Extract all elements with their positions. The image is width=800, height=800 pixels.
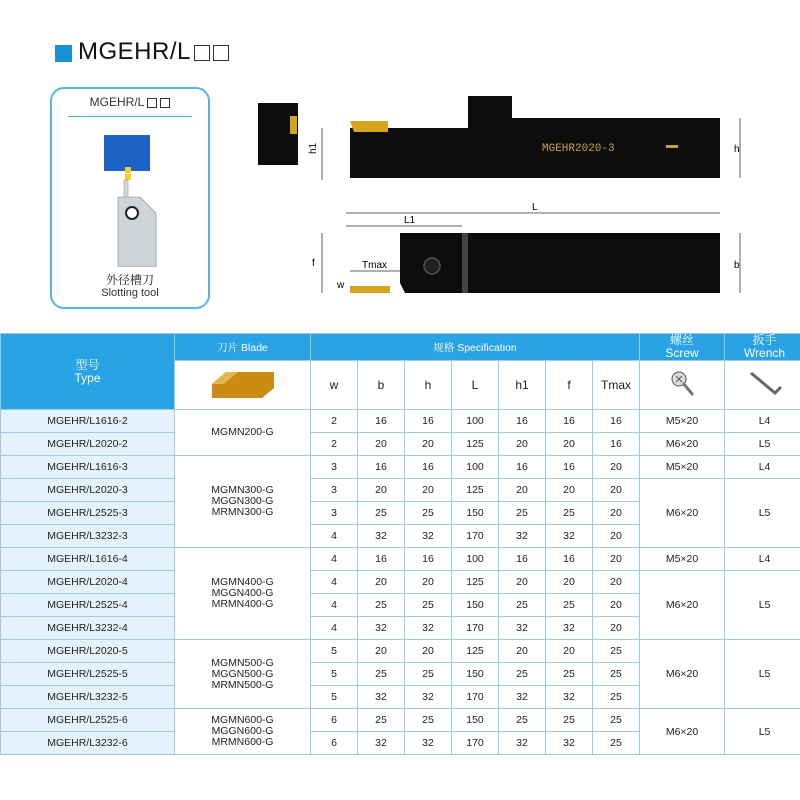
side-view-insert bbox=[350, 121, 388, 132]
spec-cell-h1: 16 bbox=[499, 548, 546, 571]
dim-w: w bbox=[337, 280, 345, 291]
blade-code: MGMN500-G bbox=[211, 656, 274, 669]
spec-cell-h1: 25 bbox=[499, 594, 546, 617]
workpiece-shape bbox=[104, 135, 150, 171]
blade-code: MGGN400-G bbox=[211, 587, 274, 599]
dim-L: L bbox=[532, 202, 538, 213]
type-cell: MGEHR/L3232-4 bbox=[1, 617, 175, 640]
table-row bbox=[1, 548, 800, 571]
col-header-L: L bbox=[452, 361, 499, 410]
spec-cell-h1: 32 bbox=[499, 617, 546, 640]
dim-Tmax: Tmax bbox=[362, 260, 387, 271]
blade-code: MGGN500-G bbox=[211, 667, 274, 680]
spec-cell-l: 170 bbox=[452, 525, 499, 548]
spec-cell-h: 20 bbox=[405, 640, 452, 663]
spec-cell-l: 150 bbox=[452, 709, 499, 732]
type-cell: MGEHR/L1616-4 bbox=[1, 548, 175, 571]
table-row bbox=[1, 410, 800, 433]
spec-cell-h1: 32 bbox=[499, 732, 546, 755]
spec-cell-h: 25 bbox=[405, 594, 452, 617]
spec-cell-h: 20 bbox=[405, 571, 452, 594]
spec-cell-w: 4 bbox=[311, 571, 358, 594]
blade-code: MRMN500-G bbox=[211, 678, 274, 691]
spec-cell-b: 25 bbox=[358, 663, 405, 686]
spec-cell-h: 25 bbox=[405, 709, 452, 732]
dim-L1: L1 bbox=[404, 215, 416, 226]
spec-cell-b: 16 bbox=[358, 456, 405, 479]
spec-cell-w: 3 bbox=[311, 456, 358, 479]
col-header-h: h bbox=[405, 361, 452, 410]
spec-cell-h1: 16 bbox=[499, 456, 546, 479]
type-cell: MGEHR/L2020-4 bbox=[1, 571, 175, 594]
col-header-h1: h1 bbox=[499, 361, 546, 410]
spec-cell-h1: 16 bbox=[499, 410, 546, 433]
spec-cell-b: 32 bbox=[358, 732, 405, 755]
spec-cell-f: 32 bbox=[546, 732, 593, 755]
type-cell: MGEHR/L2525-3 bbox=[1, 502, 175, 525]
slotting-diagram bbox=[68, 117, 192, 267]
blade-code: MGGN600-G bbox=[211, 725, 274, 737]
type-cell: MGEHR/L2020-2 bbox=[1, 433, 175, 456]
wrench-cell: L4 bbox=[725, 456, 800, 479]
spec-cell-l: 170 bbox=[452, 732, 499, 755]
type-cell: MGEHR/L3232-6 bbox=[1, 732, 175, 755]
spec-cell-l: 150 bbox=[452, 663, 499, 686]
blade-cell bbox=[175, 548, 311, 640]
spec-cell-b: 20 bbox=[358, 433, 405, 456]
blade-code: MGMN600-G bbox=[211, 714, 274, 726]
spec-cell-h1: 32 bbox=[499, 525, 546, 548]
spec-cell-h: 25 bbox=[405, 663, 452, 686]
insert-tip-shape bbox=[125, 167, 131, 173]
spec-cell-h1: 25 bbox=[499, 502, 546, 525]
spec-cell-h1: 20 bbox=[499, 571, 546, 594]
table-row bbox=[1, 571, 800, 594]
spec-cell-tmax: 25 bbox=[593, 663, 640, 686]
table-row bbox=[1, 709, 800, 732]
side-view-holder bbox=[350, 96, 720, 178]
spec-cell-tmax: 25 bbox=[593, 686, 640, 709]
dim-h: h bbox=[734, 144, 740, 155]
spec-cell-b: 16 bbox=[358, 548, 405, 571]
clamp-screw-shape bbox=[126, 207, 138, 219]
type-cell: MGEHR/L1616-2 bbox=[1, 410, 175, 433]
blade-code: MGMN300-G bbox=[211, 484, 274, 496]
spec-cell-w: 4 bbox=[311, 548, 358, 571]
spec-cell-w: 3 bbox=[311, 479, 358, 502]
spec-cell-b: 32 bbox=[358, 686, 405, 709]
spec-cell-l: 100 bbox=[452, 548, 499, 571]
header-specification: 规格 Specification bbox=[311, 334, 640, 361]
type-cell: MGEHR/L3232-3 bbox=[1, 525, 175, 548]
spec-cell-b: 25 bbox=[358, 709, 405, 732]
wrench-cell: L5 bbox=[725, 571, 800, 640]
blade-cell bbox=[175, 410, 311, 456]
type-cell: MGEHR/L2525-6 bbox=[1, 709, 175, 732]
spec-cell-b: 25 bbox=[358, 502, 405, 525]
spec-cell-l: 100 bbox=[452, 410, 499, 433]
title-placeholder-box bbox=[213, 45, 229, 61]
wrench-icon bbox=[725, 361, 800, 410]
dim-f: f bbox=[312, 258, 315, 269]
spec-cell-f: 32 bbox=[546, 686, 593, 709]
caption-cn: 外径槽刀 bbox=[105, 273, 154, 287]
screw-cell: M5×20 bbox=[640, 410, 725, 433]
spec-cell-tmax: 20 bbox=[593, 571, 640, 594]
card-caption bbox=[52, 274, 208, 300]
spec-cell-b: 16 bbox=[358, 410, 405, 433]
col-header-b: b bbox=[358, 361, 405, 410]
spec-cell-w: 2 bbox=[311, 410, 358, 433]
col-header-Tmax: Tmax bbox=[593, 361, 640, 410]
spec-cell-h: 16 bbox=[405, 410, 452, 433]
blade-code: MRMN400-G bbox=[211, 598, 274, 610]
blade-cell bbox=[175, 709, 311, 755]
blade-code: MRMN600-G bbox=[211, 736, 274, 748]
spec-cell-f: 20 bbox=[546, 479, 593, 502]
table-row bbox=[1, 640, 800, 663]
dim-h1: h1 bbox=[308, 142, 319, 154]
spec-cell-tmax: 16 bbox=[593, 410, 640, 433]
top-view-insert bbox=[350, 286, 390, 293]
spec-cell-f: 32 bbox=[546, 525, 593, 548]
spec-cell-tmax: 20 bbox=[593, 617, 640, 640]
screw-cell: M6×20 bbox=[640, 571, 725, 640]
spec-cell-b: 20 bbox=[358, 479, 405, 502]
spec-cell-l: 100 bbox=[452, 456, 499, 479]
spec-cell-w: 4 bbox=[311, 594, 358, 617]
caption-en: Slotting tool bbox=[101, 287, 159, 299]
spec-cell-w: 5 bbox=[311, 686, 358, 709]
spec-cell-b: 20 bbox=[358, 640, 405, 663]
type-cell: MGEHR/L2525-4 bbox=[1, 594, 175, 617]
spec-cell-tmax: 20 bbox=[593, 525, 640, 548]
type-cell: MGEHR/L2020-5 bbox=[1, 640, 175, 663]
spec-cell-b: 32 bbox=[358, 617, 405, 640]
col-header-w: w bbox=[311, 361, 358, 410]
title-placeholder-box bbox=[194, 45, 210, 61]
spec-cell-l: 170 bbox=[452, 617, 499, 640]
type-cell: MGEHR/L2525-5 bbox=[1, 663, 175, 686]
header-screw: 螺丝 Screw bbox=[640, 334, 725, 361]
slotting-tool-card bbox=[50, 87, 210, 309]
wrench-cell: L4 bbox=[725, 548, 800, 571]
spec-cell-f: 25 bbox=[546, 709, 593, 732]
spec-cell-w: 6 bbox=[311, 709, 358, 732]
spec-cell-w: 3 bbox=[311, 502, 358, 525]
wrench-cell: L5 bbox=[725, 709, 800, 755]
spec-cell-w: 2 bbox=[311, 433, 358, 456]
blade-cell bbox=[175, 456, 311, 548]
spec-cell-f: 32 bbox=[546, 617, 593, 640]
spec-cell-l: 125 bbox=[452, 571, 499, 594]
top-view-holder bbox=[400, 233, 720, 293]
page-title: MGEHR/L bbox=[78, 38, 229, 66]
screw-cell: M6×20 bbox=[640, 479, 725, 548]
spec-cell-h: 20 bbox=[405, 479, 452, 502]
spec-cell-tmax: 20 bbox=[593, 594, 640, 617]
screw-cell: M5×20 bbox=[640, 548, 725, 571]
spec-cell-f: 20 bbox=[546, 640, 593, 663]
spec-cell-f: 20 bbox=[546, 433, 593, 456]
type-cell: MGEHR/L2020-3 bbox=[1, 479, 175, 502]
spec-cell-tmax: 25 bbox=[593, 732, 640, 755]
spec-cell-tmax: 25 bbox=[593, 709, 640, 732]
screw-icon bbox=[640, 361, 725, 410]
spec-cell-h: 32 bbox=[405, 686, 452, 709]
blade-code: MRMN300-G bbox=[211, 506, 274, 518]
blade-code: MGGN300-G bbox=[211, 495, 274, 507]
spec-cell-h1: 20 bbox=[499, 640, 546, 663]
spec-cell-tmax: 20 bbox=[593, 502, 640, 525]
spec-cell-tmax: 25 bbox=[593, 640, 640, 663]
spec-cell-h: 32 bbox=[405, 525, 452, 548]
spec-cell-h: 16 bbox=[405, 456, 452, 479]
header-blade: 刀片 Blade bbox=[175, 334, 311, 361]
spec-cell-l: 150 bbox=[452, 594, 499, 617]
spec-cell-h1: 20 bbox=[499, 433, 546, 456]
blade-icon bbox=[175, 361, 311, 410]
blade-cell bbox=[175, 640, 311, 709]
spec-cell-l: 125 bbox=[452, 479, 499, 502]
wrench-cell: L5 bbox=[725, 433, 800, 456]
spec-cell-h: 16 bbox=[405, 548, 452, 571]
spec-cell-b: 25 bbox=[358, 594, 405, 617]
blade-code: MGMN200-G bbox=[211, 426, 274, 438]
table-row bbox=[1, 433, 800, 456]
tool-drawings bbox=[250, 88, 770, 310]
spec-cell-f: 25 bbox=[546, 663, 593, 686]
spec-cell-f: 25 bbox=[546, 594, 593, 617]
wrench-cell: L5 bbox=[725, 640, 800, 709]
spec-cell-w: 4 bbox=[311, 525, 358, 548]
spec-cell-h1: 20 bbox=[499, 479, 546, 502]
table-row bbox=[1, 456, 800, 479]
spec-cell-f: 16 bbox=[546, 456, 593, 479]
dim-b: b bbox=[734, 260, 740, 271]
spec-cell-f: 16 bbox=[546, 548, 593, 571]
spec-cell-w: 5 bbox=[311, 640, 358, 663]
screw-cell: M6×20 bbox=[640, 709, 725, 755]
spec-cell-tmax: 20 bbox=[593, 479, 640, 502]
holder-marking: MGEHR2020-3 bbox=[542, 143, 615, 155]
table-row bbox=[1, 479, 800, 502]
spec-cell-h: 32 bbox=[405, 617, 452, 640]
spec-cell-h: 20 bbox=[405, 433, 452, 456]
spec-cell-l: 150 bbox=[452, 502, 499, 525]
spec-cell-f: 16 bbox=[546, 410, 593, 433]
spec-cell-l: 125 bbox=[452, 433, 499, 456]
spec-cell-w: 6 bbox=[311, 732, 358, 755]
spec-cell-tmax: 20 bbox=[593, 548, 640, 571]
type-cell: MGEHR/L3232-5 bbox=[1, 686, 175, 709]
spec-cell-h1: 25 bbox=[499, 709, 546, 732]
blade-code: MGMN400-G bbox=[211, 576, 274, 588]
spec-cell-tmax: 16 bbox=[593, 433, 640, 456]
card-title: MGEHR/L bbox=[52, 95, 208, 109]
col-header-f: f bbox=[546, 361, 593, 410]
spec-cell-tmax: 20 bbox=[593, 456, 640, 479]
spec-cell-l: 170 bbox=[452, 686, 499, 709]
spec-cell-b: 20 bbox=[358, 571, 405, 594]
spec-cell-b: 32 bbox=[358, 525, 405, 548]
spec-cell-h: 25 bbox=[405, 502, 452, 525]
wrench-cell: L4 bbox=[725, 410, 800, 433]
spec-cell-h1: 32 bbox=[499, 686, 546, 709]
header-type: 型号 Type bbox=[1, 334, 175, 410]
title-marker bbox=[55, 45, 72, 62]
card-illustration bbox=[68, 116, 192, 267]
header-wrench: 扳手 Wrench bbox=[725, 334, 800, 361]
spec-cell-f: 20 bbox=[546, 571, 593, 594]
title-placeholder-box bbox=[160, 98, 170, 108]
tool-holder-shape bbox=[118, 197, 156, 267]
screw-cell: M5×20 bbox=[640, 456, 725, 479]
screw-cell: M6×20 bbox=[640, 433, 725, 456]
wrench-cell: L5 bbox=[725, 479, 800, 548]
spec-cell-w: 4 bbox=[311, 617, 358, 640]
spec-cell-f: 25 bbox=[546, 502, 593, 525]
spec-cell-h: 32 bbox=[405, 732, 452, 755]
screw-cell: M6×20 bbox=[640, 640, 725, 709]
specification-table bbox=[0, 333, 800, 755]
spec-cell-l: 125 bbox=[452, 640, 499, 663]
type-cell: MGEHR/L1616-3 bbox=[1, 456, 175, 479]
spec-cell-w: 5 bbox=[311, 663, 358, 686]
title-placeholder-box bbox=[147, 98, 157, 108]
spec-cell-h1: 25 bbox=[499, 663, 546, 686]
